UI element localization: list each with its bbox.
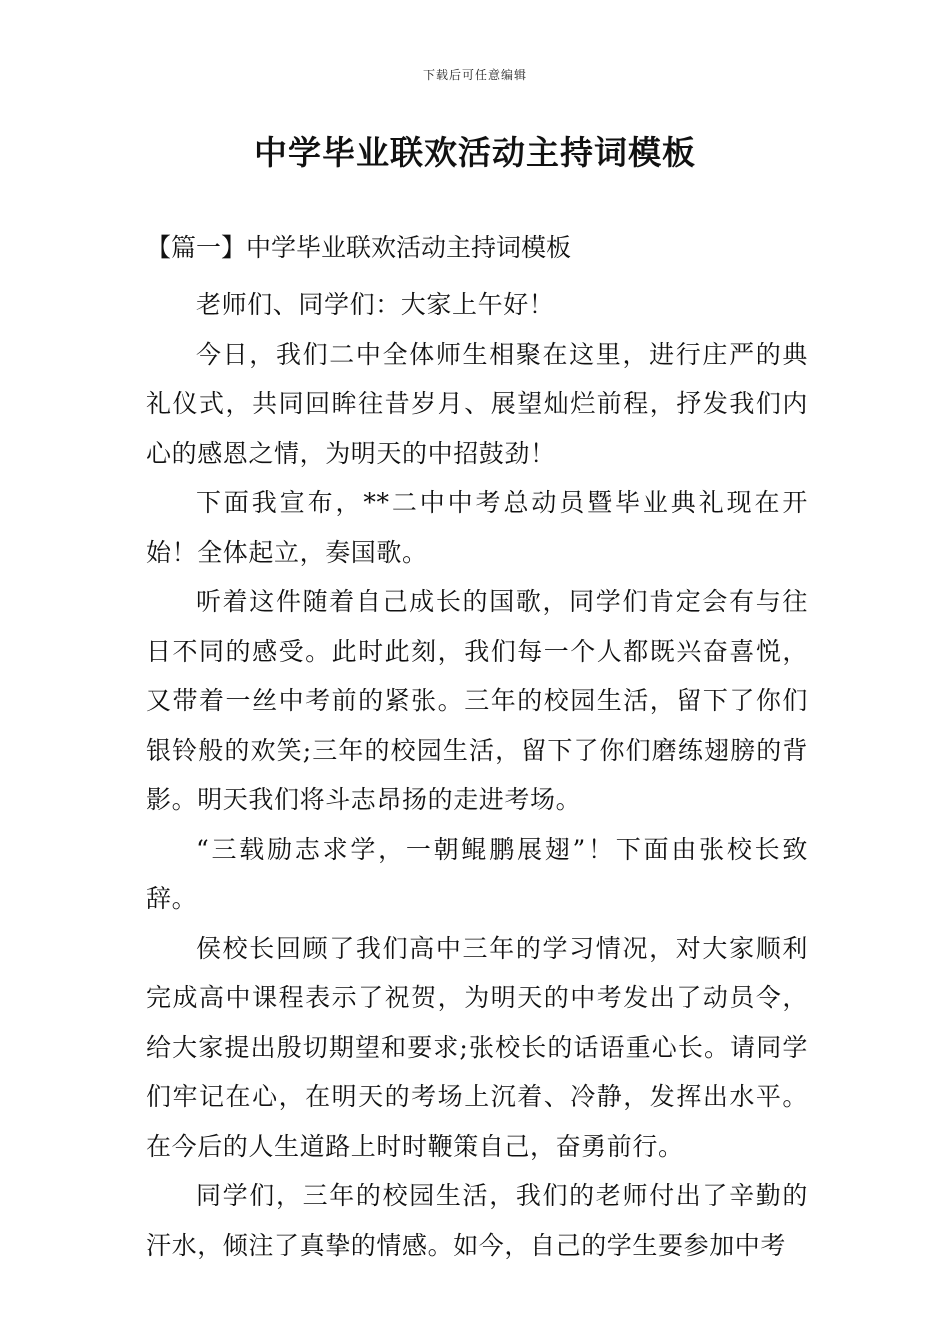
paragraph-teachers: 同学们，三年的校园生活，我们的老师付出了辛勤的汗水，倾注了真挚的情感。如今，自己的学生要参加中考	[146, 1181, 808, 1260]
paragraph-anthem: 听着这件随着自己成长的国歌，同学们肯定会有与往日不同的感受。此时此刻，我们每一个人都既兴奋喜悦，又带着一丝中考前的紧张。三年的校园生活，留下了你们银铃般的欢笑;三年的校园生活，留下了你们磨练翅膀的背影。明天我们将斗志昂扬的走进考场。	[146, 587, 808, 814]
paragraph-opening: 今日，我们二中全体师生相聚在这里，进行庄严的典礼仪式，共同回眸往昔岁月、展望灿烂前程，抒发我们内心的感恩之情，为明天的中招鼓劲！	[146, 339, 808, 468]
body-text	[146, 280, 808, 1270]
paragraph-announcement: 下面我宣布，**二中中考总动员暨毕业典礼现在开始！全体起立，奏国歌。	[146, 488, 808, 567]
header-note: 下载后可任意编辑	[422, 68, 527, 82]
paragraph-greeting: 老师们、同学们：大家上午好！	[196, 290, 555, 319]
section-heading: 【篇一】中学毕业联欢活动主持词模板	[146, 233, 572, 262]
paragraph-principal-summary: 侯校长回顾了我们高中三年的学习情况，对大家顺利完成高中课程表示了祝贺，为明天的中考发出了动员令，给大家提出殷切期望和要求;张校长的话语重心长。请同学们牢记在心，在明天的考场上沉着、冷静，发挥出水平。在今后的人生道路上时时鞭策自己，奋勇前行。	[146, 933, 808, 1161]
paragraph-principal-intro: “三载励志求学，一朝鲲鹏展翅”！下面由张校长致辞。	[146, 834, 808, 913]
document-title: 中学毕业联欢活动主持词模板	[254, 133, 696, 172]
